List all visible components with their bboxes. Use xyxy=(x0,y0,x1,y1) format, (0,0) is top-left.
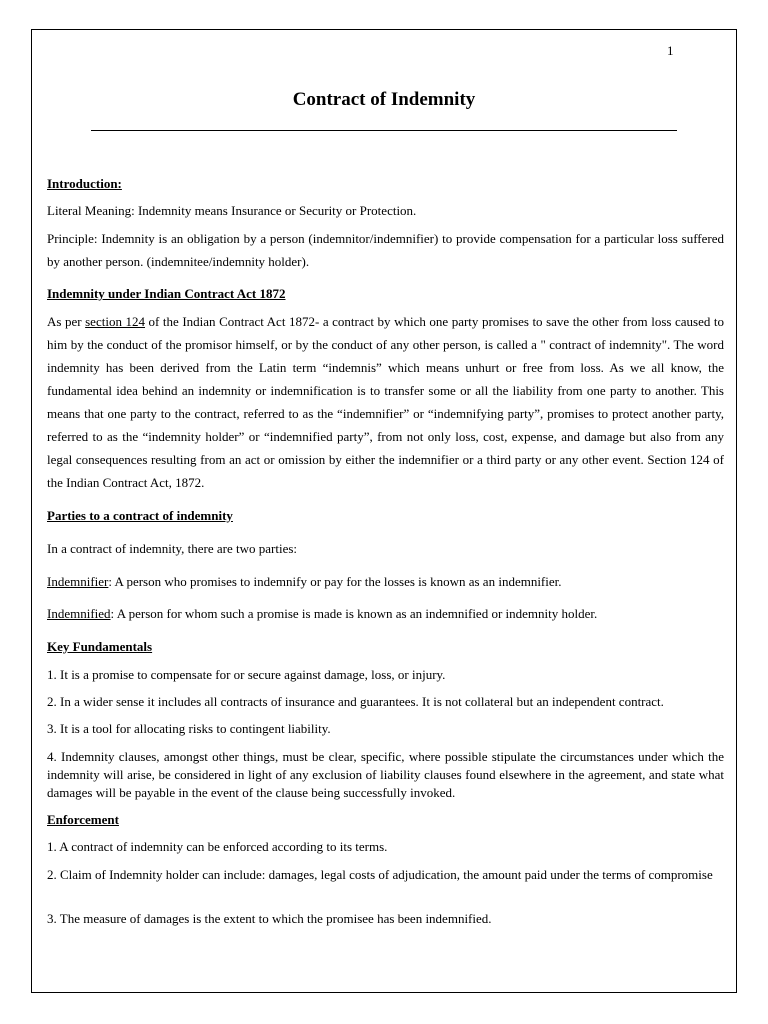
indemnifier-definition xyxy=(47,570,724,593)
literal-meaning-paragraph: Literal Meaning: Indemnity means Insurance or Security or Protection. xyxy=(47,203,417,218)
parties-intro: In a contract of indemnity, there are two parties: xyxy=(47,541,298,556)
contract-act-lead-in: As per xyxy=(47,314,86,329)
principle-paragraph: Principle: Indemnity is an obligation by a person (indemnitor/indemnifier) to provide compensation for a particular loss suffered by another person. (indemnitee/indemnity holder). xyxy=(47,231,724,269)
contract-act-paragraph xyxy=(47,310,724,494)
indemnified-definition xyxy=(47,602,724,625)
enforcement-item: 2. Claim of Indemnity holder can include: damages, legal costs of adjudication, the amount paid under the terms of compromise xyxy=(47,867,713,882)
fundamental-item: 1. It is a promise to compensate for or secure against damage, loss, or injury. xyxy=(47,667,446,682)
indemnifier-term: Indemnifier xyxy=(47,574,109,589)
indemnified-text: : A person for whom such a promise is made is known as an indemnified or indemnity holder. xyxy=(110,606,598,621)
fundamental-item: 3. It is a tool for allocating risks to contingent liability. xyxy=(47,721,331,736)
indemnifier-text: : A person who promises to indemnify or pay for the losses is known as an indemnifier. xyxy=(108,574,562,589)
page-number: 1 xyxy=(667,43,674,58)
key-fundamentals-heading: Key Fundamentals xyxy=(47,639,153,654)
title-rule xyxy=(91,130,677,131)
enforcement-item: 1. A contract of indemnity can be enforced according to its terms. xyxy=(47,839,388,854)
fundamental-item: 4. Indemnity clauses, amongst other things, must be clear, specific, where possible stipulate the circumstances under which the indemnity will arise, be considered in light of any exclusion of liability clauses found elsewhere in the agreement, and state what damages will be payable in the event of the clause being successfully invoked. xyxy=(47,749,724,800)
contract-act-body: of the Indian Contract Act 1872- a contract by which one party promises to save the other from loss caused to him by the conduct of the promisor himself, or by the conduct of any other person, is called a " contract of indemnity". The word indemnity has been derived from the Latin term “indemnis” which means unhurt or free from loss. As we all know, the fundamental idea behind an indemnity or indemnification is to transfer some or all the liability from one party to another. This means that one party to the contract, referred to as the “indemnifier” or “indemnifying party”, promises to protect another party, referred to as the “indemnity holder” or “indemnified party”, from not only loss, cost, expense, and damage but also from any legal consequences resulting from an act or omission by either the indemnifier or a third party or any other event. Section 124 of the Indian Contract Act, 1872. xyxy=(47,314,724,490)
section-124-link[interactable]: section 124 xyxy=(85,314,145,329)
fundamental-item: 2. In a wider sense it includes all contracts of insurance and guarantees. It is not collateral but an independent contract. xyxy=(47,694,664,709)
document-title: Contract of Indemnity xyxy=(292,89,476,110)
enforcement-heading: Enforcement xyxy=(47,812,119,827)
parties-heading: Parties to a contract of indemnity xyxy=(47,508,233,523)
contract-act-heading: Indemnity under Indian Contract Act 1872 xyxy=(47,286,286,301)
enforcement-item: 3. The measure of damages is the extent to which the promisee has been indemnified. xyxy=(47,911,492,926)
indemnified-term: Indemnified xyxy=(47,606,111,621)
introduction-heading: Introduction: xyxy=(47,176,122,191)
